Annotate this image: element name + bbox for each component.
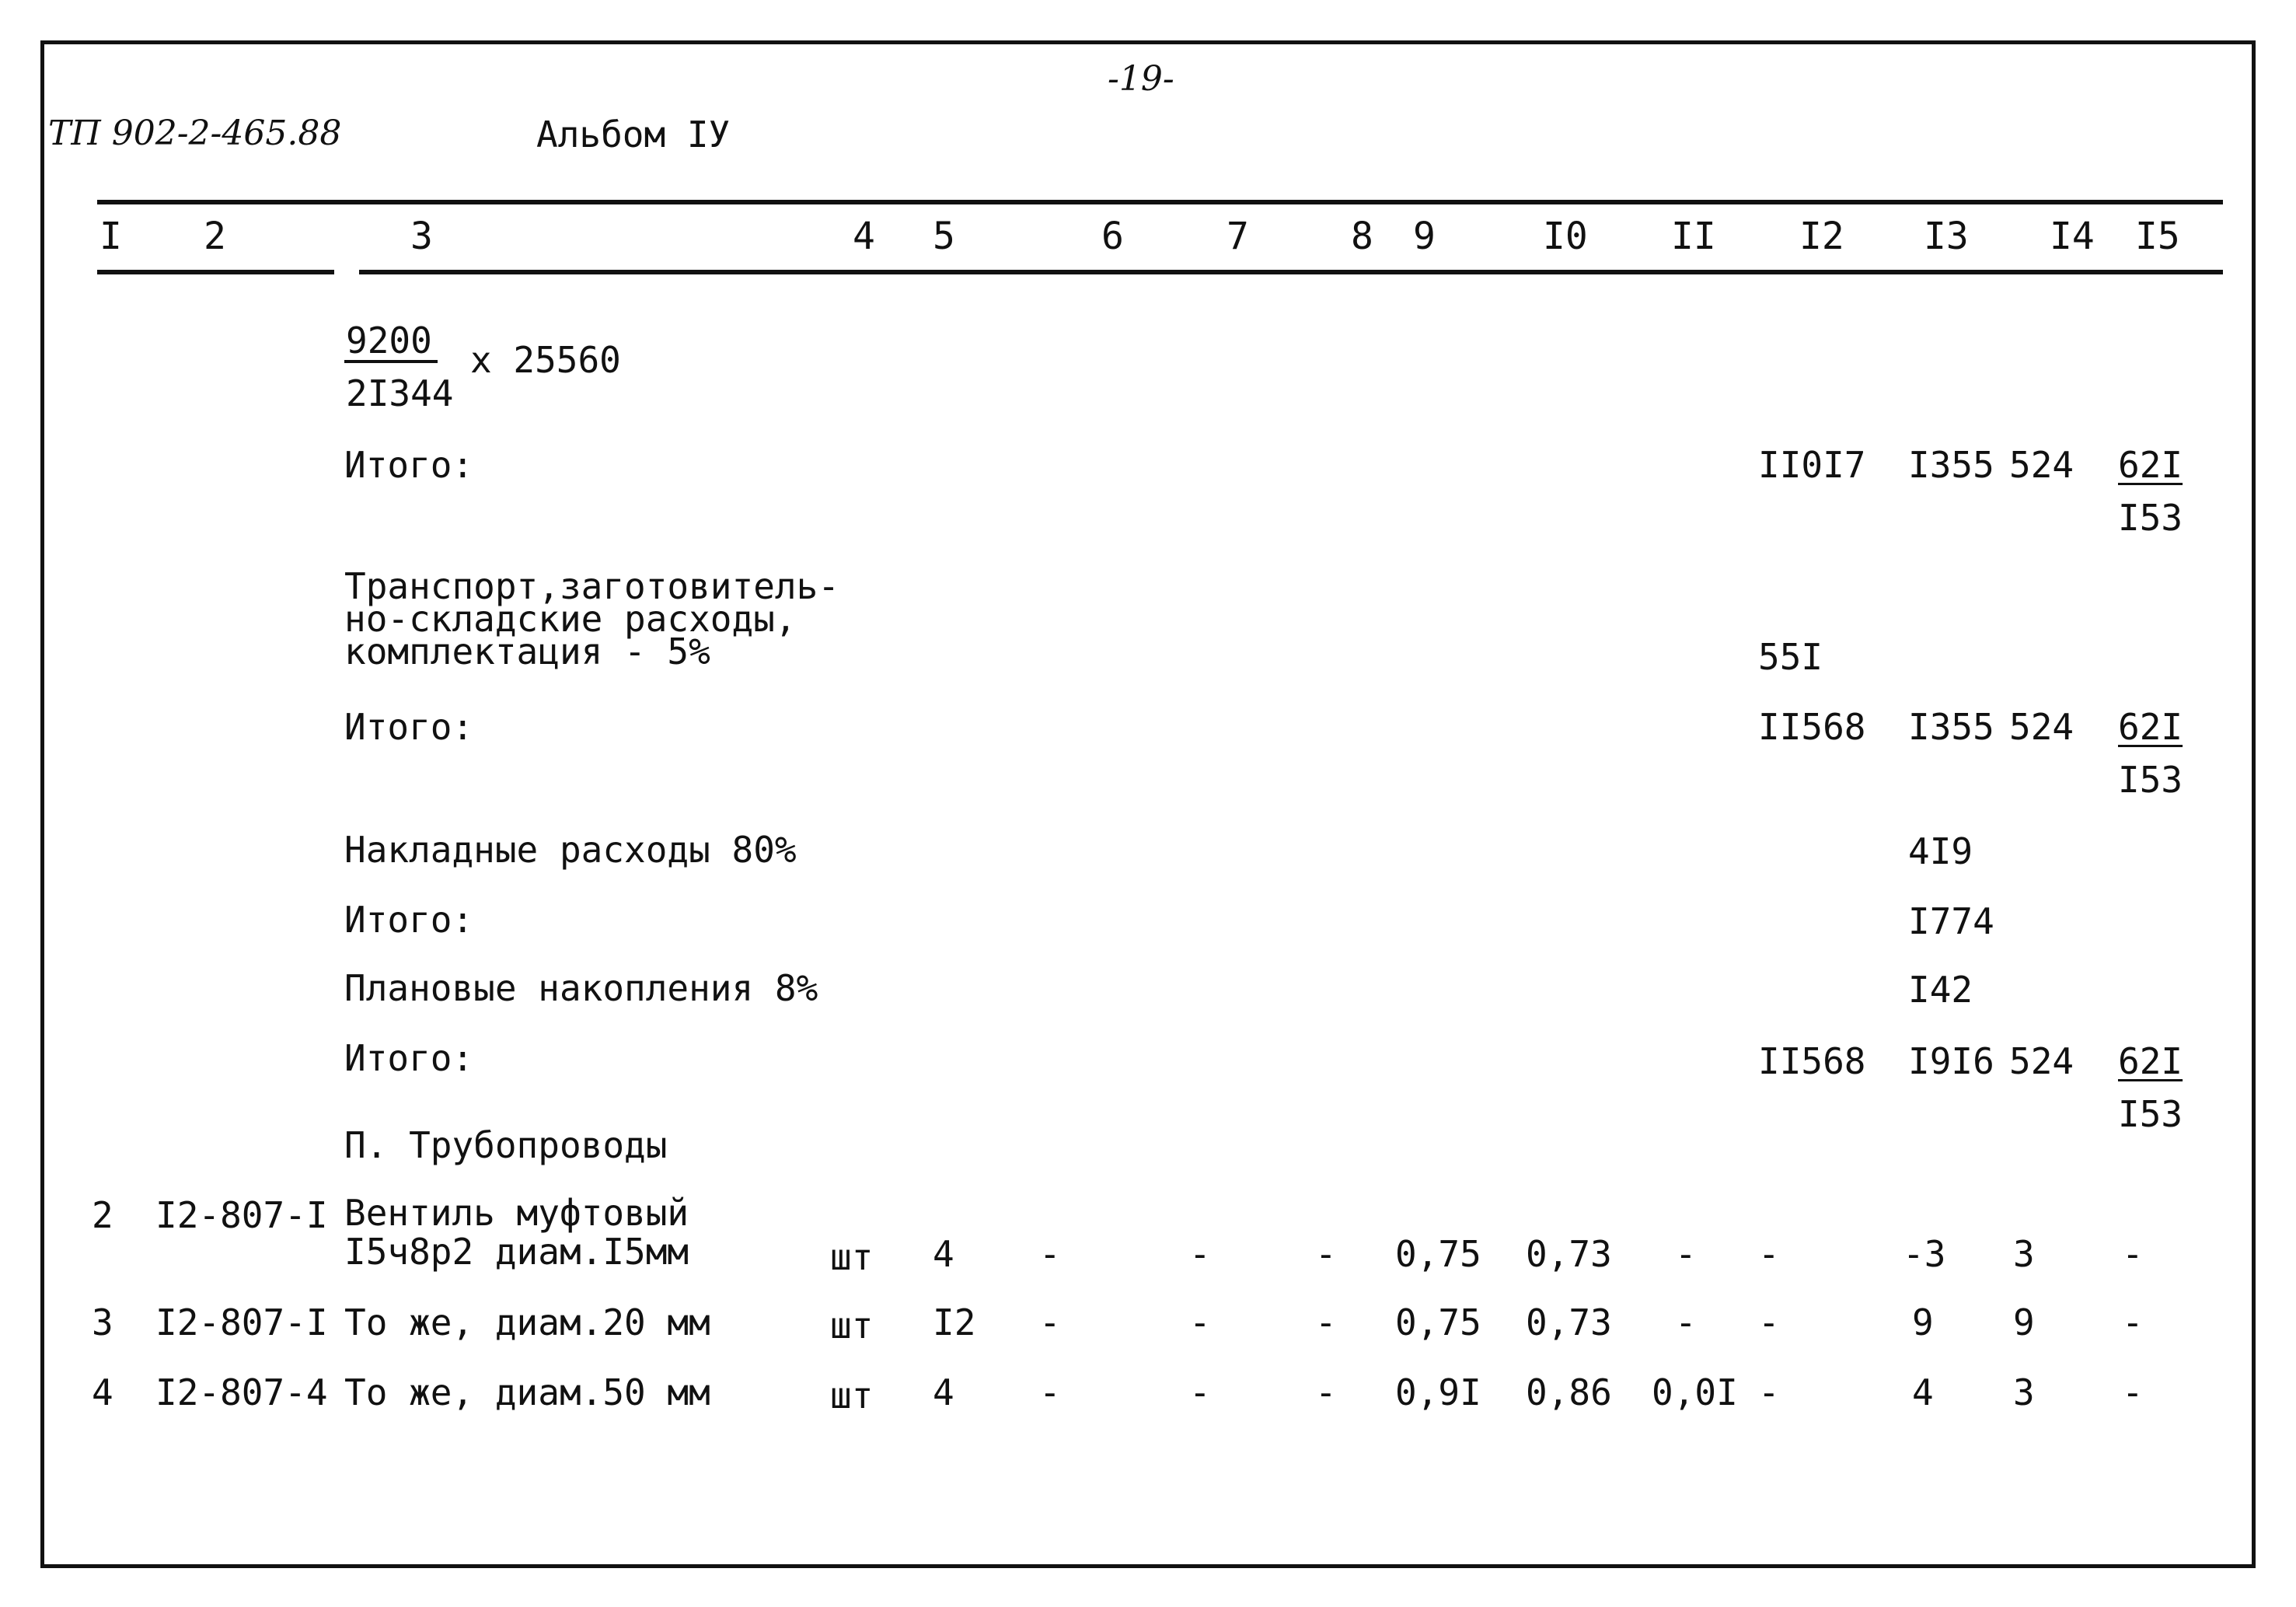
col-header-8: 8 <box>1351 215 1373 258</box>
item-3-num: 4 <box>92 1371 113 1413</box>
item-1-code: I2-807-I <box>155 1194 328 1236</box>
transport-label-line-2: но-складские расходы, <box>344 598 797 640</box>
item-1-col9: 0,75 <box>1395 1233 1481 1275</box>
col-header-7: 7 <box>1227 215 1249 258</box>
col-header-4: 4 <box>853 215 875 258</box>
item-2-col6: - <box>1039 1301 1061 1343</box>
section-title: П. Трубопроводы <box>344 1124 668 1166</box>
item-3-col14: 3 <box>2013 1371 2035 1413</box>
item-1-num: 2 <box>92 1194 113 1236</box>
item-2-col15: - <box>2122 1301 2144 1343</box>
summary-col13: I774 <box>1908 900 1994 942</box>
summary-col14: 524 <box>2009 1040 2074 1082</box>
summary-col15-top: 62I <box>2118 706 2183 748</box>
col-header-14: I4 <box>2050 215 2095 258</box>
summary-col15-top: 62I <box>2118 444 2183 486</box>
item-2-col14: 9 <box>2013 1301 2035 1343</box>
item-3-col11: 0,0I <box>1652 1371 1738 1413</box>
col-header-13: I3 <box>1924 215 1969 258</box>
item-3-col13: 4 <box>1912 1371 1934 1413</box>
item-2-col11: - <box>1675 1301 1697 1343</box>
item-1-col13: -3 <box>1903 1233 1946 1275</box>
col-header-5: 5 <box>933 215 955 258</box>
summary-col12: II0I7 <box>1758 444 1866 486</box>
item-1-desc-line-1: Вентиль муфтовый <box>344 1192 689 1234</box>
summary-label: Итого: <box>344 706 474 748</box>
col-header-11: II <box>1671 215 1716 258</box>
summary-col13: I355 <box>1908 706 1994 748</box>
item-1-col10: 0,73 <box>1526 1233 1612 1275</box>
summary-col13: I9I6 <box>1908 1040 1994 1082</box>
item-1-qty: 4 <box>933 1233 954 1275</box>
item-3-col8: - <box>1315 1371 1337 1413</box>
planned-savings-label: Плановые накопления 8% <box>344 967 818 1009</box>
item-1-col6: - <box>1039 1233 1061 1275</box>
item-2-col12: - <box>1758 1301 1780 1343</box>
item-3-desc: То же, диам.50 мм <box>344 1371 710 1413</box>
item-1-col12: - <box>1758 1233 1780 1275</box>
overhead-col13: 4I9 <box>1908 830 1973 872</box>
summary-col13: I355 <box>1908 444 1994 486</box>
summary-label: Итого: <box>344 444 474 486</box>
project-code: ТП 902-2-465.88 <box>48 114 342 153</box>
item-2-col9: 0,75 <box>1395 1301 1481 1343</box>
summary-label: Итого: <box>344 1037 474 1079</box>
item-3-qty: 4 <box>933 1371 954 1413</box>
summary-col12: II568 <box>1758 1040 1866 1082</box>
formula-denominator: 2I344 <box>346 372 454 414</box>
item-2-code: I2-807-I <box>155 1301 328 1343</box>
formula-multiplier: x 25560 <box>470 339 621 381</box>
summary-col14: 524 <box>2009 444 2074 486</box>
item-2-desc: То же, диам.20 мм <box>344 1301 710 1343</box>
item-3-col12: - <box>1758 1371 1780 1413</box>
formula-numerator: 9200 <box>346 320 432 362</box>
summary-col15-top: 62I <box>2118 1040 2183 1082</box>
item-1-unit: шт <box>830 1236 874 1278</box>
col-header-1: I <box>99 215 122 258</box>
summary-label: Итого: <box>344 899 474 941</box>
col-header-2: 2 <box>204 215 226 258</box>
col-header-6: 6 <box>1101 215 1124 258</box>
item-2-col13: 9 <box>1912 1301 1934 1343</box>
transport-label-line-3: комплектация - 5% <box>344 631 710 672</box>
col-header-10: I0 <box>1543 215 1588 258</box>
item-3-col15: - <box>2122 1371 2144 1413</box>
item-1-col7: - <box>1189 1233 1211 1275</box>
summary-col15-bottom: I53 <box>2118 1093 2183 1135</box>
item-1-col8: - <box>1315 1233 1337 1275</box>
summary-col14: 524 <box>2009 706 2074 748</box>
col-header-15: I5 <box>2135 215 2180 258</box>
transport-label-line-1: Транспорт,заготовитель- <box>344 565 839 607</box>
item-3-unit: шт <box>830 1375 874 1417</box>
album-label: Альбом IУ <box>536 114 731 155</box>
item-1-col11: - <box>1675 1233 1697 1275</box>
item-2-qty: I2 <box>933 1301 976 1343</box>
item-3-col10: 0,86 <box>1526 1371 1612 1413</box>
col-header-3: 3 <box>410 215 433 258</box>
summary-col12: II568 <box>1758 706 1866 748</box>
summary-col15-bottom: I53 <box>2118 759 2183 801</box>
item-2-col8: - <box>1315 1301 1337 1343</box>
header-rule-bottom-left <box>97 270 334 274</box>
item-2-col7: - <box>1189 1301 1211 1343</box>
item-2-unit: шт <box>830 1305 874 1347</box>
header-rule-bottom-right <box>359 270 2223 274</box>
col-header-9: 9 <box>1413 215 1436 258</box>
header-rule-top <box>97 200 2223 204</box>
item-1-col14: 3 <box>2013 1233 2035 1275</box>
formula-fraction-bar <box>344 360 438 363</box>
item-3-col7: - <box>1189 1371 1211 1413</box>
planned-savings-col13: I42 <box>1908 969 1973 1011</box>
item-3-code: I2-807-4 <box>155 1371 328 1413</box>
item-2-num: 3 <box>92 1301 113 1343</box>
item-3-col9: 0,9I <box>1395 1371 1481 1413</box>
item-2-col10: 0,73 <box>1526 1301 1612 1343</box>
summary-col15-bottom: I53 <box>2118 497 2183 539</box>
transport-col12: 55I <box>1758 636 1823 678</box>
col-header-12: I2 <box>1799 215 1844 258</box>
item-1-col15: - <box>2122 1233 2144 1275</box>
overhead-label: Накладные расходы 80% <box>344 829 797 871</box>
item-1-desc-line-2: I5ч8р2 диам.I5мм <box>344 1231 689 1273</box>
item-3-col6: - <box>1039 1371 1061 1413</box>
page-number: -19- <box>1108 59 1174 99</box>
